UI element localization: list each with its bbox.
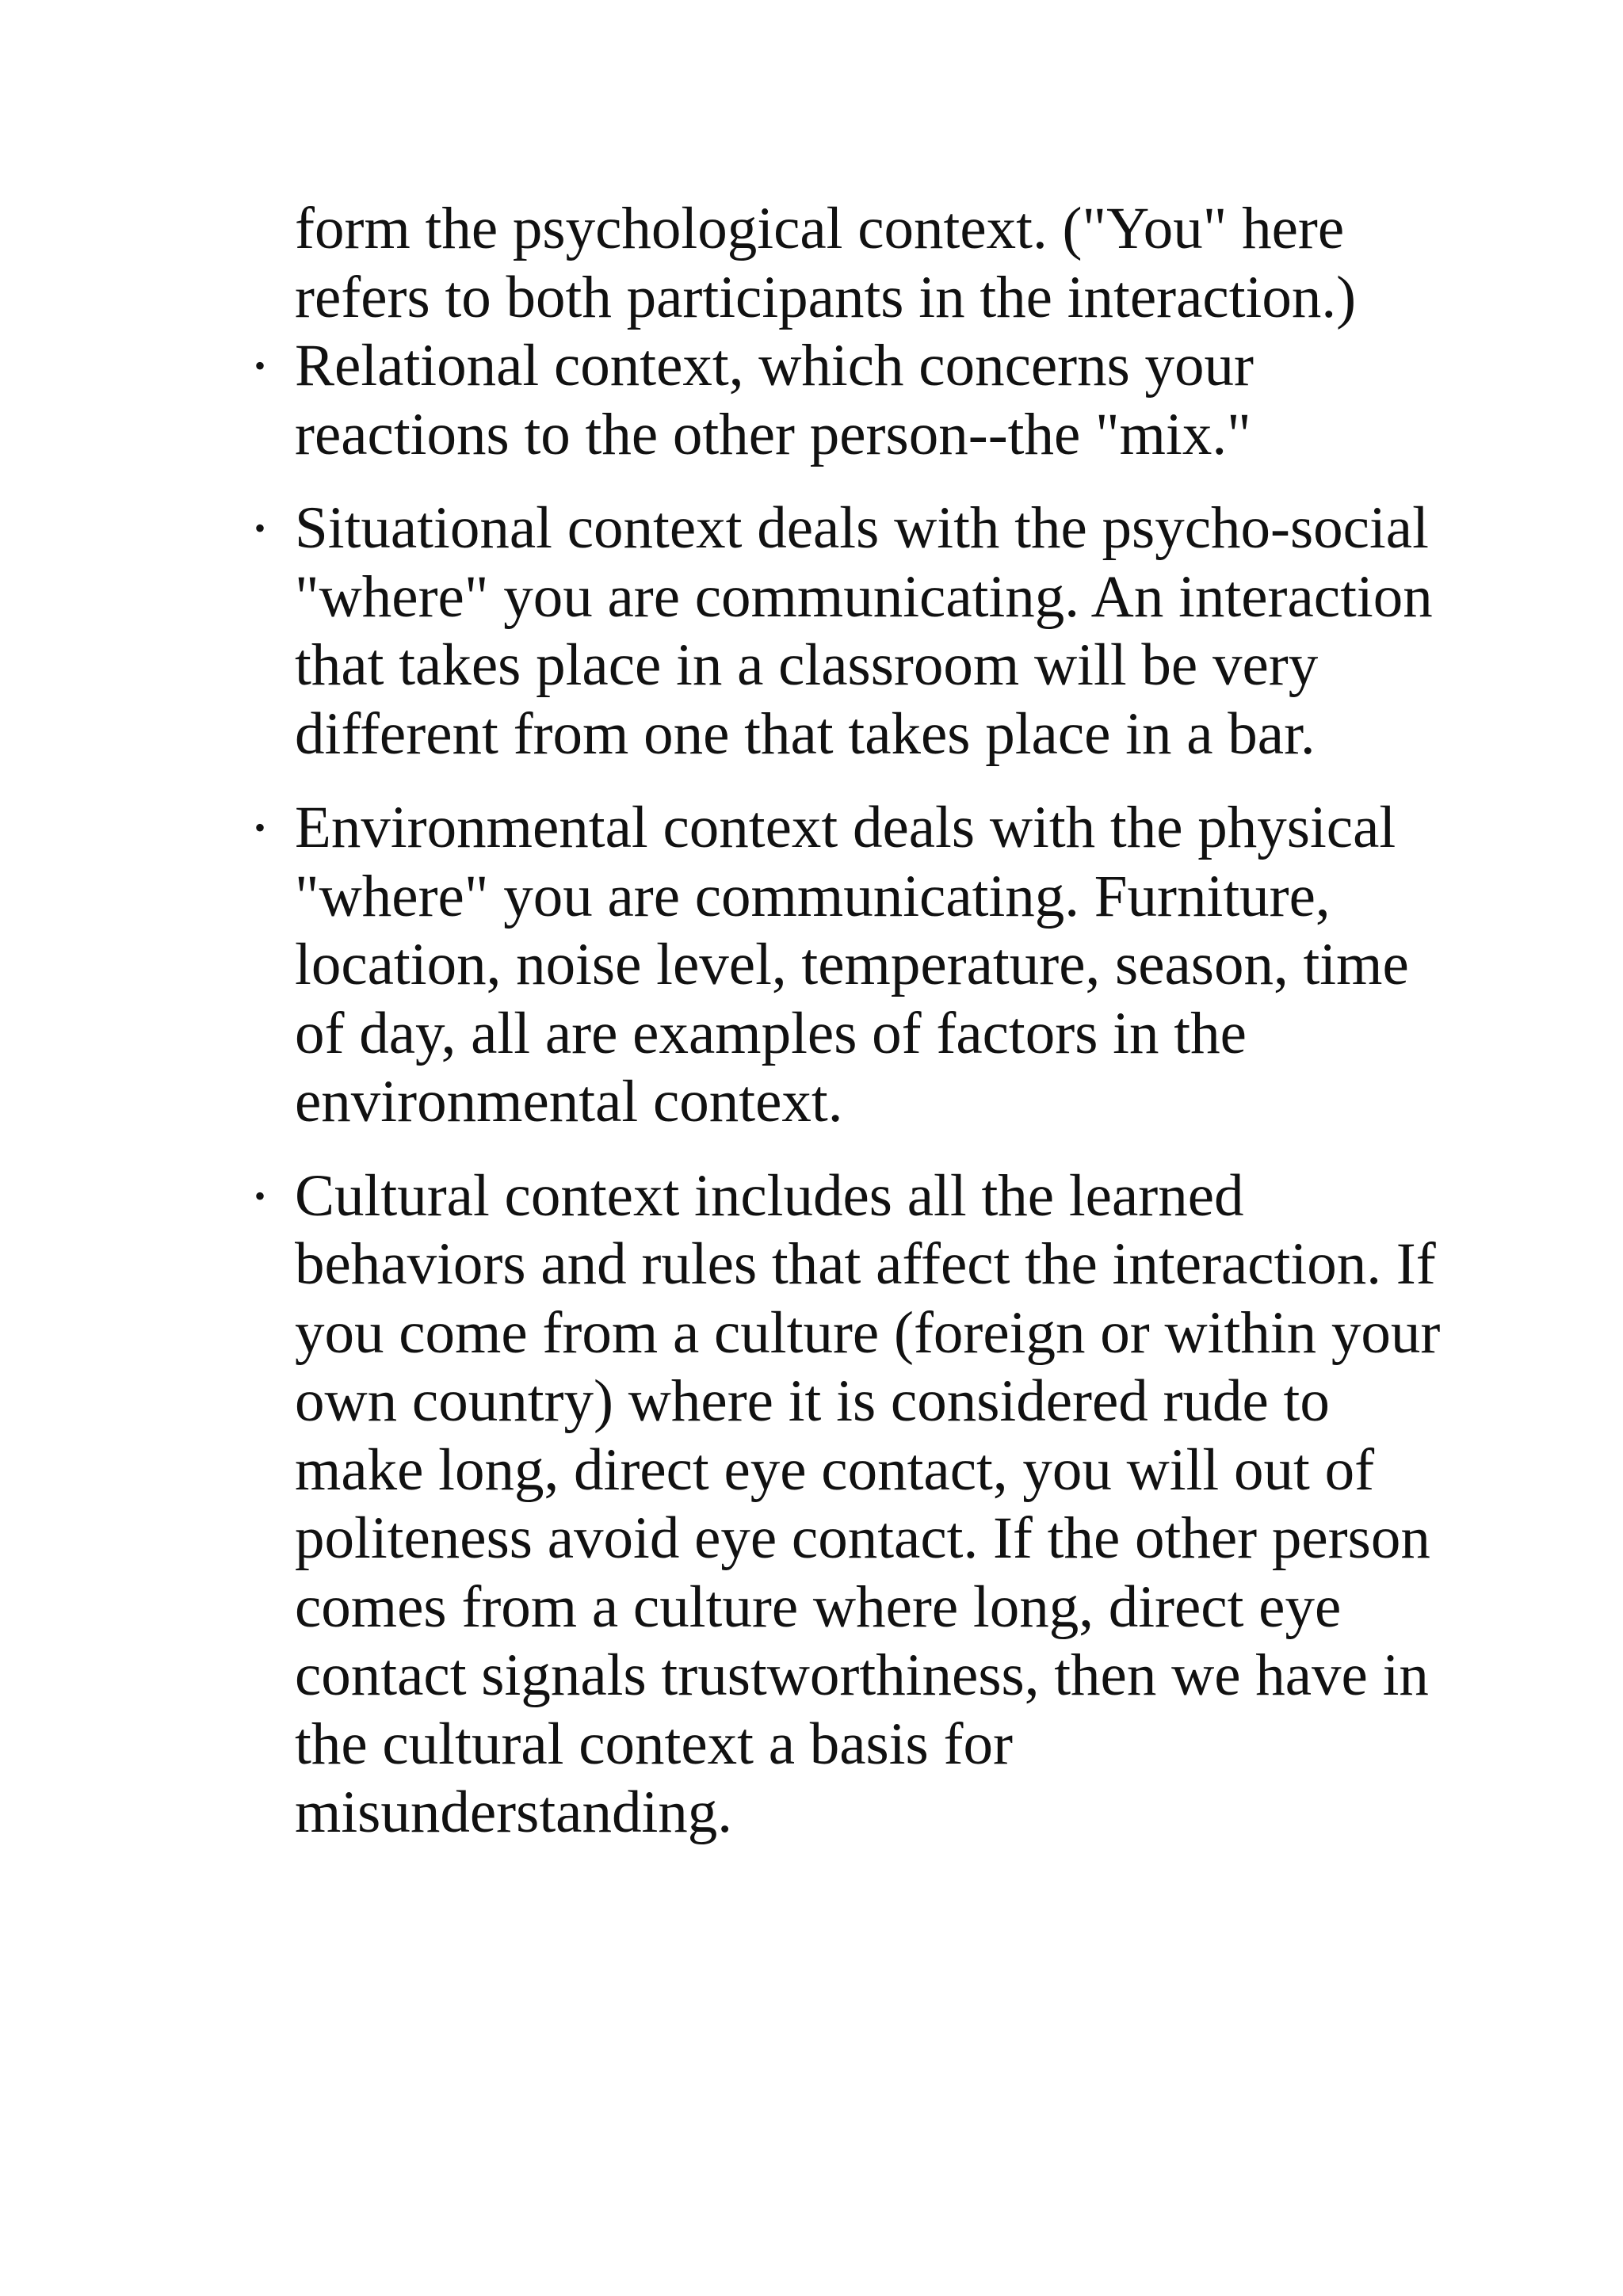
bullet-icon: • <box>254 810 265 845</box>
list-item-situational-context <box>254 494 1444 769</box>
list-item-text: Situational context deals with the psycho-social "where" you are communicating. An interaction that takes place in a classroom will be very different from one that takes place in a bar. <box>295 495 1433 767</box>
document-body <box>254 195 1444 1848</box>
list-item-text: Cultural context includes all the learned behaviors and rules that affect the interaction. If you come from a culture (foreign or within your own country) where it is considered rude to make long, direct eye contact, you will out of politeness avoid eye contact. If the other person comes from a culture where long, direct eye contact signals trustworthiness, then we have in the cultural context a basis for misunderstanding. <box>295 1162 1441 1845</box>
list-item-cultural-context <box>254 1162 1444 1848</box>
list-item-environmental-context <box>254 794 1444 1137</box>
context-bullet-list <box>254 332 1444 1848</box>
bullet-icon: • <box>254 510 265 546</box>
bullet-icon: • <box>254 348 265 383</box>
continuation-paragraph: form the psychological context. ("You" here refers to both participants in the interaction.) <box>295 196 1357 330</box>
list-item-text: Environmental context deals with the physical "where" you are communicating. Furniture, location, noise level, temperature, season, time of day, all are examples of factors in the environmental context. <box>295 795 1409 1135</box>
list-item-text: Relational context, which concerns your reactions to the other person--the "mix." <box>295 333 1254 467</box>
list-item-relational-context <box>254 332 1444 469</box>
bullet-icon: • <box>254 1177 265 1214</box>
